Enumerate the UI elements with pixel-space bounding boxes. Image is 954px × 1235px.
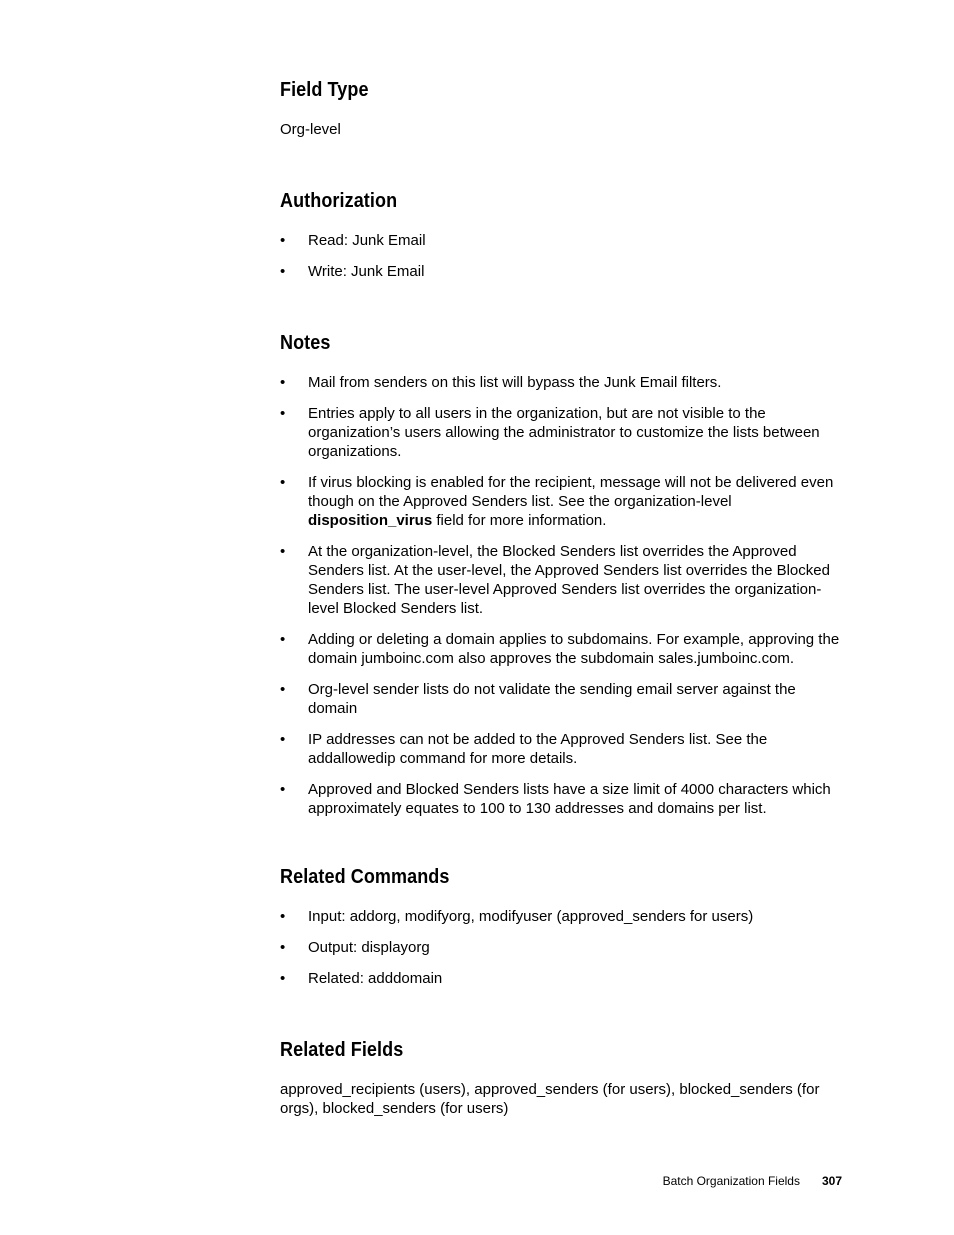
authorization-heading: Authorization [280,190,398,212]
bullet-icon: • [280,263,286,280]
notes-heading: Notes [280,332,331,354]
list-item: • Approved and Blocked Senders lists have a size limit of 4000 characters which approximately equates to 100 to 130 addresses and domains per list. [280,781,831,817]
bullet-icon: • [280,374,286,391]
field-name-reference: disposition_virus [308,512,433,529]
bullet-icon: • [280,939,286,956]
related-commands-heading: Related Commands [280,866,450,888]
related-fields-heading: Related Fields [280,1039,404,1061]
bullet-icon: • [280,232,286,249]
list-item: • Read: Junk Email [280,232,426,249]
bullet-icon: • [280,543,286,560]
bullet-icon: • [280,631,286,648]
bullet-icon: • [280,781,286,798]
authorization-section [280,189,845,281]
list-item: • Entries apply to all users in the organization, but are not visible to the organization’s users allowing the administrator to customize the lists between organizations. [280,405,820,460]
field-type-heading: Field Type [280,79,369,101]
bullet-icon: • [280,474,286,491]
list-item: • Related: adddomain [280,970,443,987]
notes-list [280,373,845,818]
list-item: • Adding or deleting a domain applies to subdomains. For example, approving the domain jumboinc.com also approves the subdomain sales.jumboinc.com. [280,631,840,667]
related-commands-list [280,907,845,988]
list-item: • IP addresses can not be added to the Approved Senders list. See the addallowedip command for more details. [280,731,768,767]
bullet-icon: • [280,681,286,698]
field-type-section [280,78,845,139]
related-commands-section [280,865,845,988]
bullet-icon: • [280,731,286,748]
list-item: • Input: addorg, modifyorg, modifyuser (approved_senders for users) [280,908,754,925]
bullet-icon: • [280,908,286,925]
list-item: • If virus blocking is enabled for the recipient, message will not be delivered even though on the Approved Senders list. See the organization-level disposition_virus field for more information. [280,474,834,529]
bullet-icon: • [280,970,286,987]
field-type-text: Org-level [280,121,341,138]
list-item: • Output: displayorg [280,939,430,956]
notes-section [280,331,845,818]
page-number: 307 [821,1174,842,1188]
related-fields-text: approved_recipients (users), approved_senders (for users), blocked_senders (for orgs), blocked_senders (for users) [280,1081,820,1117]
authorization-list [280,231,845,281]
footer-title: Batch Organization Fields [662,1174,800,1188]
bullet-icon: • [280,405,286,422]
list-item: • Mail from senders on this list will bypass the Junk Email filters. [280,374,722,391]
list-item: • Write: Junk Email [280,263,425,280]
related-fields-section [280,1038,845,1118]
list-item: • Org-level sender lists do not validate the sending email server against the domain [280,681,796,717]
page-footer [600,1173,842,1189]
list-item: • At the organization-level, the Blocked Senders list overrides the Approved Senders list. At the user-level, the Approved Senders list overrides the Blocked Senders list. The user-level Approved Senders list overrides the organization-level Blocked Senders list. [280,543,830,617]
